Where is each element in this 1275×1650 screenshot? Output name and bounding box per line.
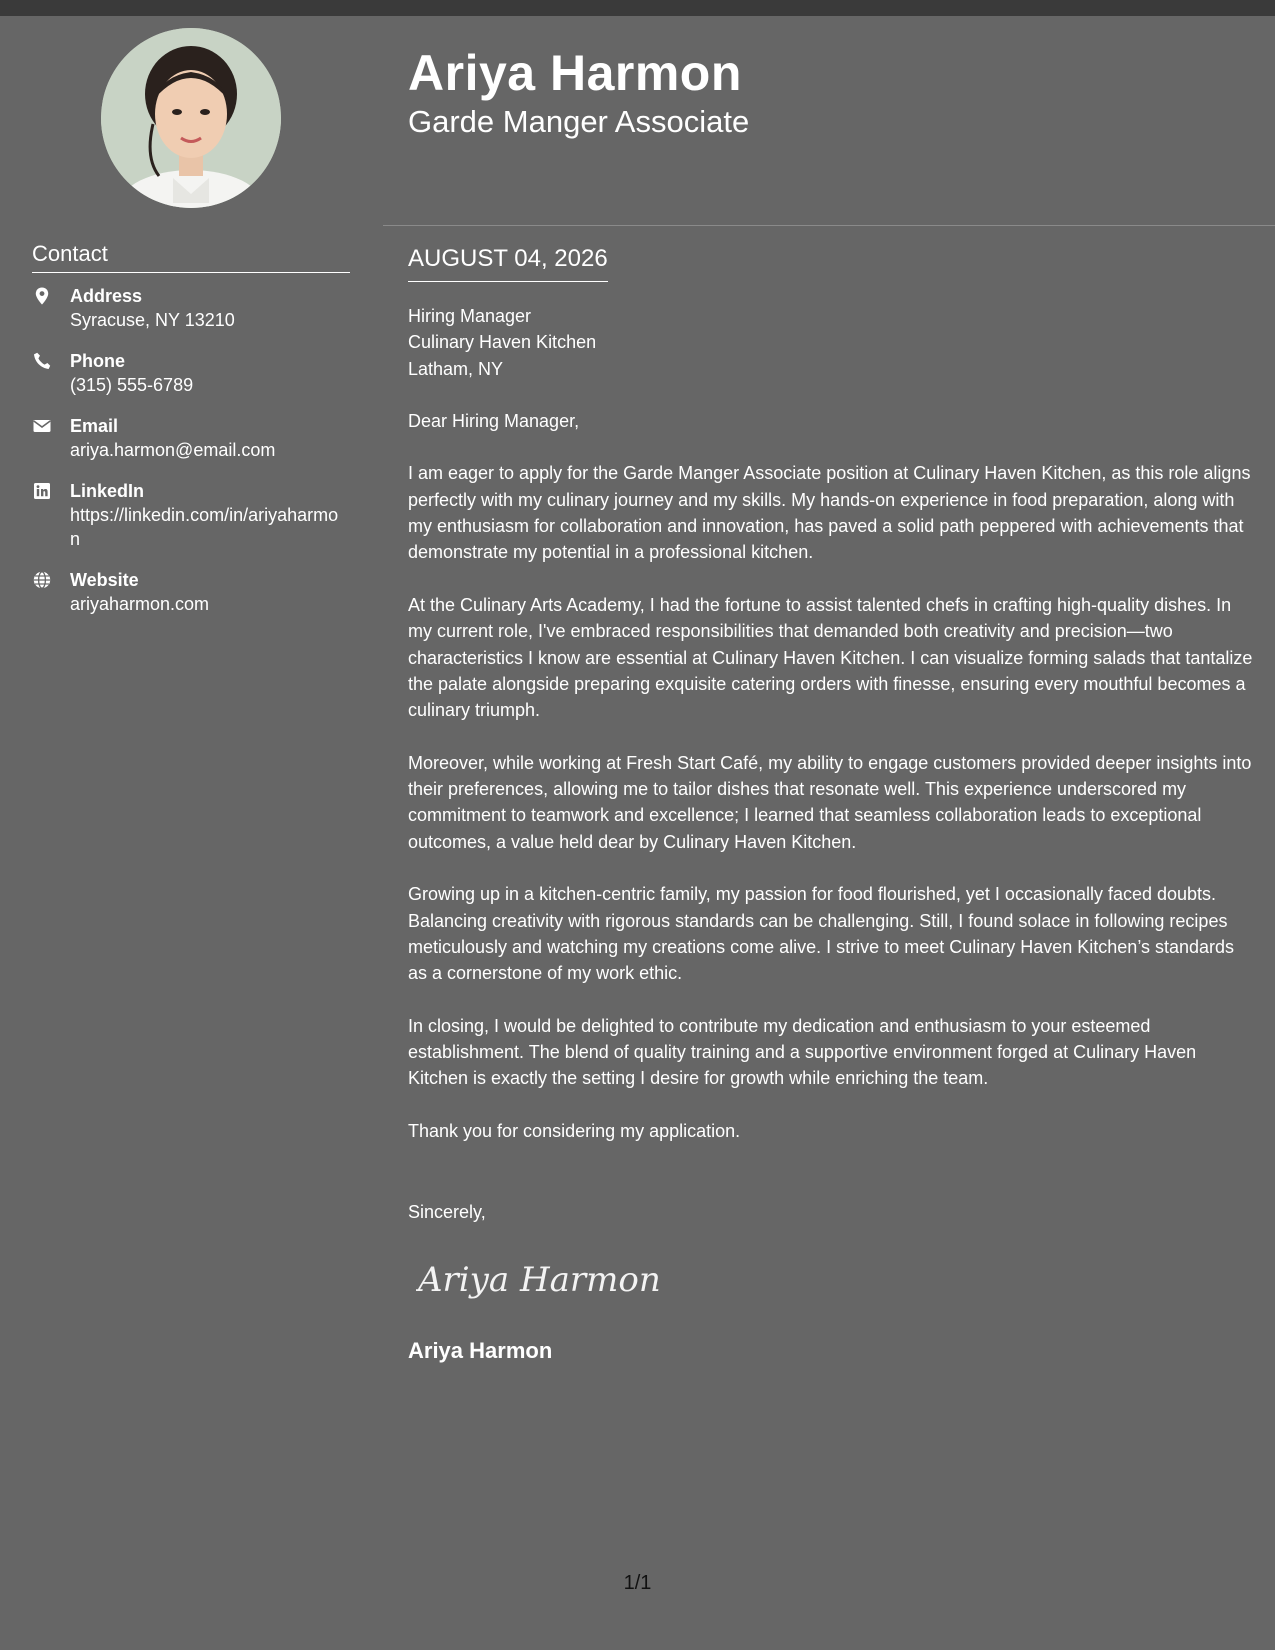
handwritten-signature: [416, 1249, 676, 1307]
body-paragraph: Growing up in a kitchen-centric family, my passion for food flourished, yet I occasionally faced doubts. Balancing creativity with rigorous standards can be challenging. Still, I found solace in following recipes meticulously and watching my creations come alive. I strive to meet Culinary Haven Kitchen’s standards as a cornerstone of my work ethic.: [408, 884, 1235, 984]
contact-item-website: [32, 568, 350, 616]
top-bar: [0, 0, 1275, 16]
contact-heading: Contact: [32, 240, 350, 273]
contact-label: Address: [70, 286, 143, 306]
job-title: Garde Manger Associate: [408, 104, 750, 139]
recipient-line: Culinary Haven Kitchen: [408, 332, 597, 353]
salutation: Dear Hiring Manager,: [408, 410, 580, 431]
body-paragraph: In closing, I would be delighted to contribute my dedication and enthusiasm to your esteemed establishment. The blend of quality training and a supportive environment forged at Culinary Haven Kitchen is exactly the setting I desire for growth while enriching the team.: [408, 1015, 1197, 1089]
contact-item-email: [32, 414, 350, 462]
contact-list: [32, 284, 350, 633]
letter-body: [408, 303, 1253, 1366]
body-paragraph: Thank you for considering my application.: [408, 1120, 741, 1141]
signoff-name: Ariya Harmon: [408, 1338, 553, 1364]
contact-label: Email: [70, 416, 119, 436]
contact-item-linkedin: [32, 479, 350, 551]
contact-item-phone: [32, 349, 350, 397]
profile-photo: [101, 28, 281, 208]
recipient-line: Hiring Manager: [408, 306, 532, 326]
closing: Sincerely,: [408, 1201, 486, 1222]
contact-label: Phone: [70, 351, 126, 371]
map-pin-icon: [32, 286, 52, 306]
spacer: [408, 1171, 1253, 1199]
page-number: 1/1: [623, 1572, 652, 1594]
applicant-name: Ariya Harmon: [408, 45, 742, 101]
email-value[interactable]: ariya.harmon@email.com: [70, 440, 276, 460]
recipient-block: [408, 303, 1253, 382]
globe-icon: [32, 570, 52, 590]
body-paragraph: Moreover, while working at Fresh Start Café, my ability to engage customers provided deeper insights into their preferences, allowing me to tailor dishes that resonate well. This experience underscored my commitment to teamwork and excellence; I learned that seamless collaboration leads to exceptional outcomes, a value held dear by Culinary Haven Kitchen.: [408, 752, 1252, 852]
linkedin-icon: [32, 481, 52, 501]
address-value: Syracuse, NY 13210: [70, 310, 235, 330]
contact-item-address: [32, 284, 350, 332]
signature-text: Ariya Harmon: [418, 1259, 661, 1300]
body-paragraph: I am eager to apply for the Garde Manger Associate position at Culinary Haven Kitchen, as this role aligns perfectly with my culinary journey and my skills. My hands-on experience in food preparation, along with my enthusiasm for collaboration and innovation, has paved a solid path peppered with achievements that demonstrate my potential in a professional kitchen.: [408, 463, 1251, 563]
website-value[interactable]: ariyaharmon.com: [70, 594, 210, 614]
envelope-icon: [32, 416, 52, 436]
contact-label: LinkedIn: [70, 481, 145, 501]
recipient-line: Latham, NY: [408, 358, 504, 379]
phone-icon: [32, 351, 52, 371]
contact-label: Website: [70, 570, 139, 590]
phone-value: (315) 555-6789: [70, 375, 194, 395]
linkedin-value[interactable]: https://linkedin.com/in/ariyaharmon: [70, 505, 339, 549]
body-paragraph: At the Culinary Arts Academy, I had the fortune to assist talented chefs in crafting high-quality dishes. In my current role, I've embraced responsibilities that demanded both creativity and precision—two characteristics I know are essential at Culinary Haven Kitchen. I can visualize forming salads that tantalize the palate alongside preparing exquisite catering orders with finesse, ensuring every mouthful becomes a culinary triumph.: [408, 594, 1253, 721]
letter-date: AUGUST 04, 2026: [408, 244, 608, 282]
header-divider: [383, 225, 1275, 226]
